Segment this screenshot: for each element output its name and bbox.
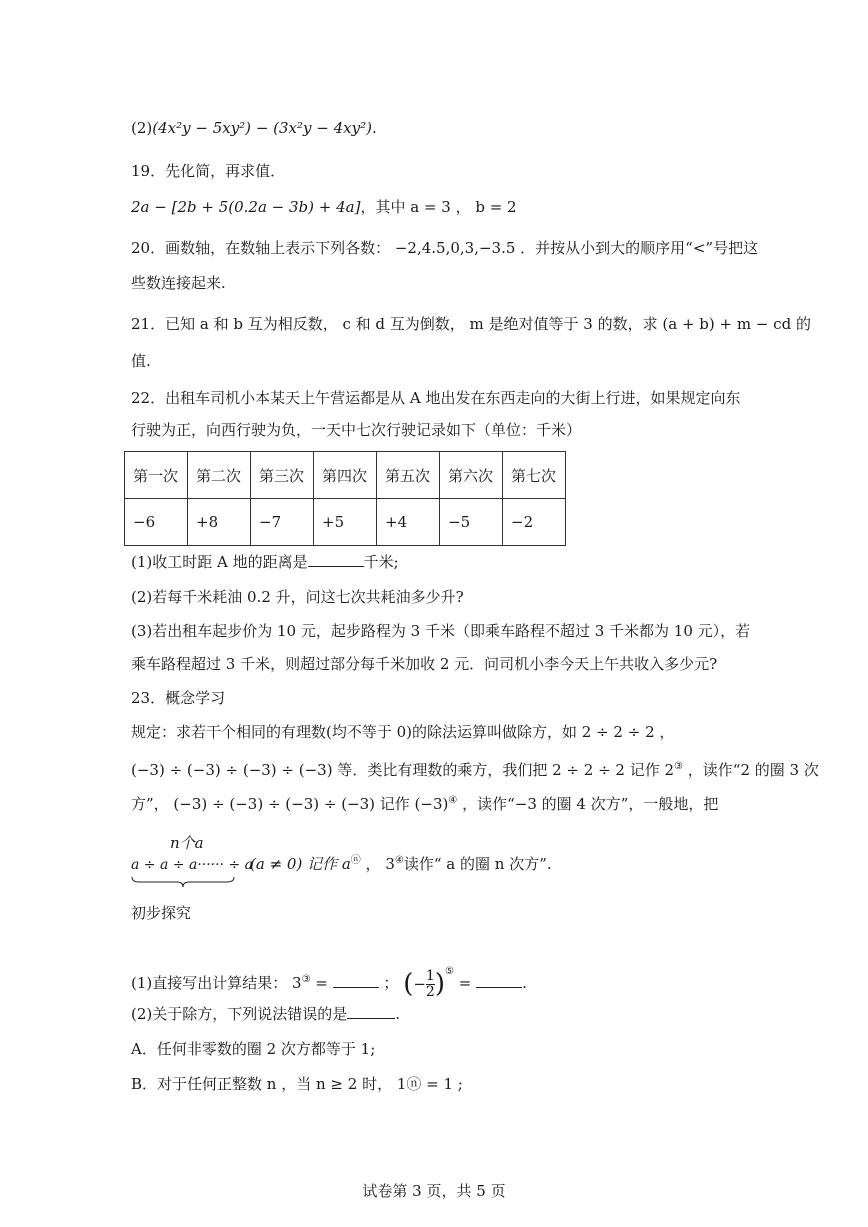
q23-rule4-read: 读作“ a 的圈 n 次方”.: [403, 855, 552, 873]
circled-n-superscript: ⓝ: [350, 855, 361, 866]
answer-blank[interactable]: [333, 973, 379, 988]
q23-rule4-text: (a ≠ 0) 记作 a: [250, 855, 351, 873]
right-paren: ): [434, 969, 445, 999]
underbrace-icon: [131, 876, 235, 888]
q23-rule2: [131, 757, 819, 780]
table-cell: +8: [188, 499, 251, 546]
q22-line2: 行驶为正，向西行驶为负，一天中七次行驶记录如下（单位：千米）: [131, 421, 582, 439]
q19-given: ，其中 a = 3 ， b = 2: [360, 198, 517, 216]
q22-part3-line1: (3)若出租车起步价为 10 元，起步路程为 3 千米（即乘车路程不超过 3 千米都为 10 元），若: [131, 622, 751, 640]
q22-part2: (2)若每千米耗油 0.2 升，问这七次共耗油多少升?: [131, 588, 464, 606]
q23-rule4: [250, 851, 552, 874]
table-header-cell: 第五次: [377, 452, 440, 499]
equals-sign: =: [453, 974, 477, 992]
q22-p1-text: (1)收工时距 A 地的距离是: [131, 553, 308, 571]
q18-expr-b: (3x²y − 4xy²): [273, 119, 372, 137]
page-footer: 试卷第 3 页，共 5 页: [362, 1182, 506, 1200]
q23-rule2-text: (−3) ÷ (−3) ÷ (−3) ÷ (−3) 等．类比有理数的乘方，我们把 2 ÷ 2 ÷ 2 记作 2: [131, 761, 675, 779]
q22-p1-unit: 千米;: [363, 553, 399, 571]
q18-minus: −: [251, 119, 274, 137]
q19-expr: 2a − [2b + 5(0.2a − 3b) + 4a]: [131, 198, 361, 216]
q20-line1: 20．画数轴，在数轴上表示下列各数： −2,4.5,0,3,−3.5 ．并按从小到大的顺序用“<”号把这: [131, 239, 759, 257]
q23-rule2-read: ，读作“2 的圈 3 次: [683, 761, 819, 779]
equals-sign: =: [310, 974, 333, 992]
driving-records-table: [124, 451, 566, 546]
q18-expr-a: (4x²y − 5xy²): [152, 119, 252, 137]
q23-part1: [131, 952, 527, 1000]
table-row: [125, 499, 566, 546]
q22-part3-line2: 乘车路程超过 3 千米，则超过部分每千米加收 2 元．问司机小李今天上午共收入多少元?: [131, 655, 718, 673]
table-header-cell: 第四次: [314, 452, 377, 499]
circled-4-superscript: ④: [394, 855, 404, 866]
option-a: A．任何非零数的圈 2 次方都等于 1;: [131, 1040, 376, 1058]
separator: ；: [378, 974, 404, 992]
table-header-cell: 第六次: [440, 452, 503, 499]
q19-title: 19．先化简，再求值．: [131, 162, 286, 180]
q23-rule3-read: ，读作“−3 的圈 4 次方”，一般地，把: [457, 795, 719, 813]
explore-heading: 初步探究: [131, 904, 192, 922]
fraction: [426, 969, 435, 1000]
q21-line2: 值.: [131, 352, 151, 370]
q20-line2: 些数连接起来.: [131, 274, 226, 292]
q22-line1: 22．出租车司机小本某天上午营运都是从 A 地出发在东西走向的大街上行进，如果规定向东: [131, 389, 741, 407]
q23-rule3: [131, 791, 718, 814]
option-b: B．对于任何正整数 n ，当 n ≥ 2 时， 1ⓝ = 1 ;: [131, 1075, 463, 1093]
circled-3-superscript: ③: [674, 761, 684, 772]
answer-blank[interactable]: [347, 1004, 395, 1019]
q23-rule4-sep: ， 3: [360, 855, 395, 873]
circled-4-superscript: ④: [448, 795, 458, 806]
fraction-denominator: 2: [425, 983, 435, 1000]
table-cell: −6: [125, 499, 188, 546]
q23-p2-text: (2)关于除方，下列说法错误的是: [131, 1005, 348, 1023]
q19-expression: [131, 197, 517, 217]
table-cell: −2: [503, 499, 566, 546]
table-header-cell: 第二次: [188, 452, 251, 499]
brace-label: n个a: [170, 834, 204, 852]
table-header-cell: 第七次: [503, 452, 566, 499]
table-cell: +5: [314, 499, 377, 546]
left-paren: (: [403, 969, 414, 999]
table-cell: −7: [251, 499, 314, 546]
table-header-cell: 第一次: [125, 452, 188, 499]
table-header-row: [125, 452, 566, 499]
q18-part2-label: (2): [131, 119, 153, 137]
q22-part1: [131, 552, 399, 572]
q18-end: .: [371, 119, 377, 137]
table-cell: +4: [377, 499, 440, 546]
q21-line1: 21．已知 a 和 b 互为相反数， c 和 d 互为倒数， m 是绝对值等于 3 的数，求 (a + b) + m − cd 的: [131, 315, 811, 333]
q18-part2: [131, 118, 377, 138]
q23-rule1: 规定：求若干个相同的有理数(均不等于 0)的除法运算叫做除方，如 2 ÷ 2 ÷ 2 ，: [131, 723, 675, 741]
table-header-cell: 第三次: [251, 452, 314, 499]
circled-5-superscript: ⑤: [445, 966, 454, 977]
fraction-numerator: 1: [425, 967, 435, 984]
circled-3-superscript: ③: [301, 974, 311, 985]
q23-rule3-text: 方”， (−3) ÷ (−3) ÷ (−3) ÷ (−3) 记作 (−3): [131, 795, 449, 813]
table-cell: −5: [440, 499, 503, 546]
q23-part2: [131, 1004, 400, 1024]
period: .: [395, 1005, 401, 1023]
period: .: [522, 974, 527, 992]
minus-sign: −: [413, 975, 426, 993]
q23-p1-text: (1)直接写出计算结果： 3: [131, 974, 302, 992]
q23-title: 23．概念学习: [131, 689, 226, 707]
brace-expression: a ÷ a ÷ a······ ÷ a: [131, 857, 253, 873]
answer-blank[interactable]: [308, 552, 364, 567]
answer-blank[interactable]: [476, 973, 522, 988]
